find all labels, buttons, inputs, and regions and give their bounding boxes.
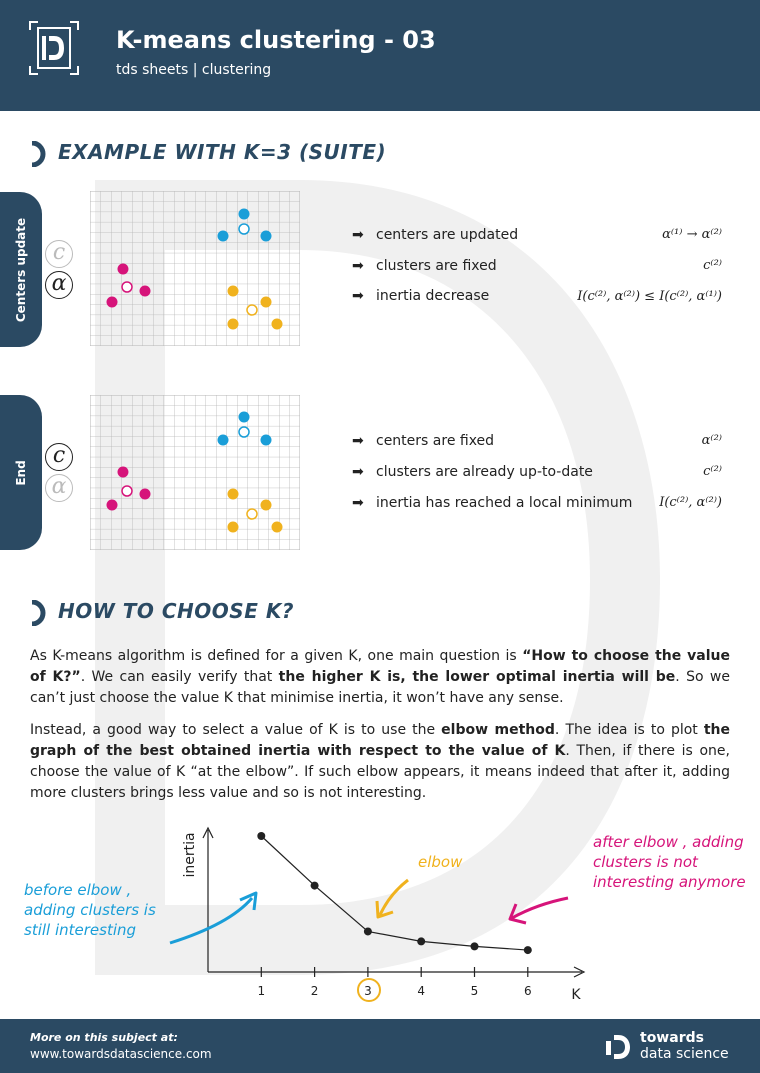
arrow-right-icon: ➡ [352, 288, 364, 304]
arrow-right-icon: ➡ [352, 433, 364, 449]
bullet-item: ➡ clusters are already up-to-date [352, 464, 593, 480]
math-formula: α⁽²⁾ [701, 433, 722, 448]
note-before-elbow: before elbow , adding clusters is still interesting [24, 881, 156, 939]
bullet-item: ➡ inertia decrease [352, 288, 490, 304]
bullet-item: ➡ centers are fixed [352, 433, 495, 449]
x-tick-label: 1 [257, 984, 266, 998]
arrow-right-icon: ➡ [352, 495, 364, 511]
data-point [524, 946, 532, 954]
symbol-c-inactive: c [45, 240, 73, 268]
page-subtitle: tds sheets | clustering [116, 62, 272, 78]
math-formula: I(c⁽²⁾, α⁽²⁾) [659, 495, 722, 510]
section-title: HOW TO CHOOSE K? [58, 599, 294, 623]
symbol-c-active: c [45, 443, 73, 471]
data-point [471, 942, 479, 950]
y-axis-label: inertia [182, 832, 198, 878]
brand-name-line2: data science [640, 1046, 729, 1062]
math-formula: I(c⁽²⁾, α⁽²⁾) ≤ I(c⁽²⁾, α⁽¹⁾) [577, 289, 722, 304]
section-title: EXAMPLE WITH K=3 (SUITE) [58, 140, 387, 164]
x-tick-label: 6 [523, 984, 532, 998]
side-tab-label: Centers update [14, 217, 28, 322]
math-formula: c⁽²⁾ [703, 464, 722, 479]
footer-bar [0, 1019, 760, 1073]
footer-link[interactable]: www.towardsdatascience.com [30, 1047, 212, 1061]
note-elbow: elbow [418, 853, 463, 871]
bullet-item: ➡ clusters are fixed [352, 258, 497, 274]
footer-caption: More on this subject at: [30, 1031, 178, 1044]
symbol-alpha-inactive: α [45, 474, 73, 502]
brand-name-line1: towards [640, 1030, 704, 1046]
x-tick-label: 2 [310, 984, 319, 998]
math-formula: α⁽¹⁾ → α⁽²⁾ [662, 227, 722, 242]
brand-logo-icon [606, 1033, 632, 1061]
bullet-item: ➡ inertia has reached a local minimum [352, 495, 633, 511]
arrow-right-icon: ➡ [352, 258, 364, 274]
elbow-arrow [380, 880, 408, 915]
note-after-elbow: after elbow , adding clusters is not interesting anymore [593, 833, 746, 891]
arrow-right-icon: ➡ [352, 464, 364, 480]
page-title: K-means clustering - 03 [116, 26, 436, 54]
side-tab-label: End [14, 459, 28, 486]
data-point [311, 882, 319, 890]
data-point [417, 937, 425, 945]
after-elbow-arrow [512, 898, 568, 918]
arrow-right-icon: ➡ [352, 227, 364, 243]
paragraph-elbow: Instead, a good way to select a value of K is to use the elbow method. The idea is to plot the graph of the best obtained inertia with respect to the value of K. Then, if there is one, choose the value of K “at the elbow”. If such elbow appears, it means indeed that after it, adding more clusters brings less value and so is not interesting. [30, 722, 730, 801]
x-tick-label: 4 [417, 984, 426, 998]
paragraph-intro: As K-means algorithm is defined for a given K, one main question is “How to choose the value of K?”. We can easily verify that the higher K is, the lower optimal inertia will be. So we can’t just choose the value K that minimise inertia, it won’t have any sense. [30, 648, 730, 706]
data-point [257, 832, 265, 840]
x-tick-label: 5 [470, 984, 479, 998]
math-formula: c⁽²⁾ [703, 258, 722, 273]
bullet-item: ➡ centers are updated [352, 227, 519, 243]
before-elbow-arrow [170, 898, 252, 943]
x-axis-label: K [571, 987, 581, 1003]
data-point [364, 927, 372, 935]
symbol-alpha-active: α [45, 271, 73, 299]
x-tick-label: 3 [364, 984, 372, 998]
